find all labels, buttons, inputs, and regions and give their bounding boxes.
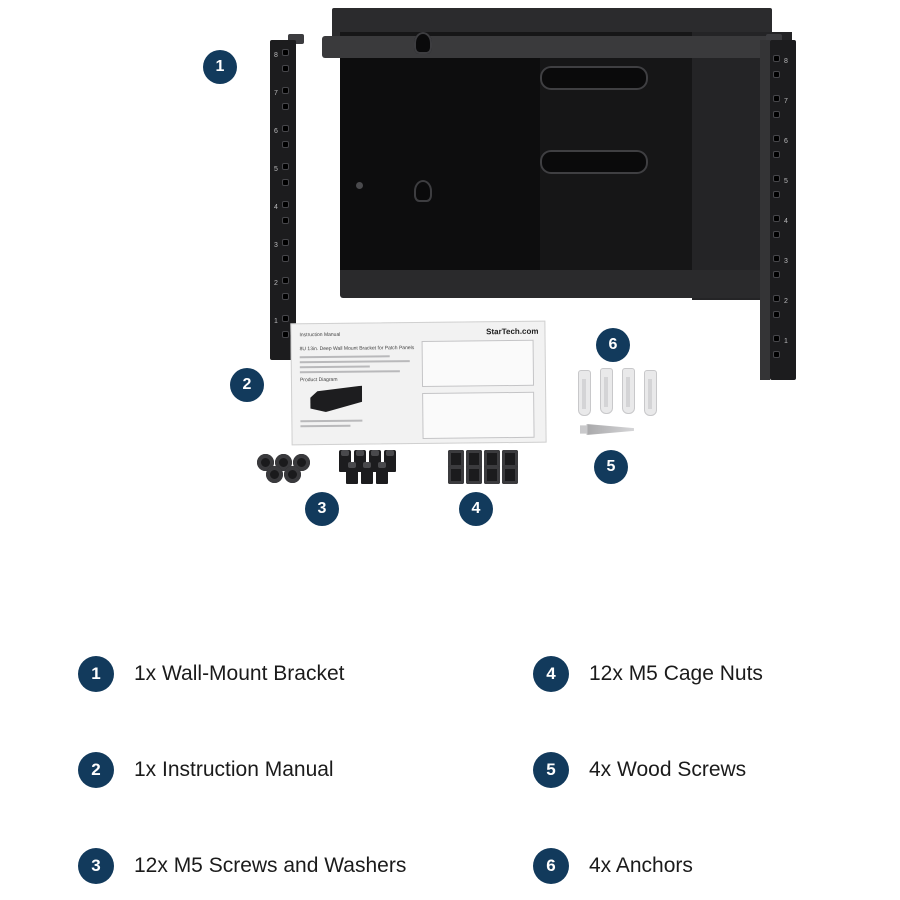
legend-item-3 [78,848,406,884]
rail-hole [774,272,779,277]
legend-item-5 [533,752,746,788]
rail-hole [283,104,288,109]
callout-badge-3: 3 [305,492,339,526]
rail-hole [774,232,779,237]
cage-nut [448,466,464,484]
manual-text-line [300,420,362,423]
callout-badge-5: 5 [594,450,628,484]
legend-label-1: 1x Wall-Mount Bracket [134,662,345,685]
rail-marking-left: 7 [274,90,278,97]
rail-hole [283,142,288,147]
manual-text-line [300,425,350,428]
rail-marking-left: 1 [274,318,278,325]
rail-hole [283,218,288,223]
rail-marking-left: 2 [274,280,278,287]
rail-hole [283,316,288,321]
bracket-cable-slot-upper [540,66,648,90]
manual-subheading: 8U 13in. Deep Wall Mount Bracket for Patch Panels [299,345,415,353]
rail-hole [283,332,288,337]
m5-screws-and-washers [255,448,395,484]
instruction-manual [290,321,546,446]
manual-figure-box [422,392,534,439]
bracket-inner-face [340,44,540,278]
callout-badge-6: 6 [596,328,630,362]
rail-marking-right: 5 [784,178,788,185]
bracket-bottom-lip [340,270,792,298]
cage-nut [502,466,518,484]
rail-hole [774,336,779,341]
rail-hole [283,66,288,71]
rail-hole [283,50,288,55]
rail-hole [774,176,779,181]
rail-marking-left: 4 [274,204,278,211]
legend-badge-5: 5 [533,752,569,788]
legend-label-6: 4x Anchors [589,854,693,877]
rail-hole [774,216,779,221]
cage-nut [484,466,500,484]
manual-text-line [300,355,390,358]
wall-anchor [600,368,613,414]
rail-hole [774,112,779,117]
legend-badge-6: 6 [533,848,569,884]
wall-anchor [644,370,657,416]
legend-label-5: 4x Wood Screws [589,758,747,781]
m5-washer [284,466,301,483]
m5-cage-nuts [448,450,528,484]
bracket-mounting-rail-left [270,40,296,360]
rail-hole [774,192,779,197]
rail-hole [283,180,288,185]
rail-marking-right: 3 [784,258,788,265]
rail-marking-right: 7 [784,98,788,105]
rail-hole [774,312,779,317]
legend-item-6 [533,848,693,884]
legend-badge-1: 1 [78,656,114,692]
rail-hole [774,72,779,77]
legend-label-3: 12x M5 Screws and Washers [134,854,407,877]
rail-hole [774,296,779,301]
manual-text-line [300,360,410,363]
callout-badge-2: 2 [230,368,264,402]
legend-label-4: 12x M5 Cage Nuts [589,662,763,685]
cage-nut [466,466,482,484]
wood-screws [580,424,640,440]
manual-figure-box [422,340,534,387]
bracket-mounting-rail-right [770,40,796,380]
rail-hole [283,164,288,169]
legend-item-1 [78,656,344,692]
rail-hole [283,240,288,245]
legend-item-2 [78,752,334,788]
manual-text-line [300,370,400,373]
legend-badge-3: 3 [78,848,114,884]
wall-anchor [578,370,591,416]
rail-hole [774,152,779,157]
wood-screw [580,424,634,435]
bracket-keyhole-lower [414,180,432,202]
bracket-rail-edge-right [760,40,770,380]
rail-marking-left: 6 [274,128,278,135]
bracket-top-rail [322,36,777,58]
rail-hole [774,352,779,357]
rail-marking-right: 4 [784,218,788,225]
manual-brand: StarTech.com [486,326,539,337]
rail-marking-right: 2 [784,298,788,305]
rail-marking-left: 3 [274,242,278,249]
manual-text-line [300,366,370,369]
rail-hole [283,294,288,299]
rail-hole [774,56,779,61]
manual-heading: Instruction Manual [299,331,341,339]
m5-screw [361,462,373,484]
bracket-keyhole-upper [414,32,432,54]
wall-anchor [622,368,635,414]
rail-marking-left: 5 [274,166,278,173]
bracket-cable-slot-lower [540,150,648,174]
legend-badge-4: 4 [533,656,569,692]
rail-marking-right: 8 [784,58,788,65]
bracket-screw-head [356,182,363,189]
rail-hole [774,96,779,101]
manual-product-diagram [310,386,362,413]
callout-badge-1: 1 [203,50,237,84]
rail-marking-right: 6 [784,138,788,145]
m5-screw [346,462,358,484]
rail-hole [283,126,288,131]
rail-marking-right: 1 [784,338,788,345]
manual-section-label: Product Diagram [299,376,338,384]
rail-marking-left: 8 [274,52,278,59]
rail-hole [283,202,288,207]
rail-hole [283,256,288,261]
legend-badge-2: 2 [78,752,114,788]
rail-hole [774,136,779,141]
anchors [578,368,662,418]
rail-hole [283,88,288,93]
rail-hole [774,256,779,261]
m5-washer [266,466,283,483]
legend-label-2: 1x Instruction Manual [134,758,334,781]
callout-badge-4: 4 [459,492,493,526]
legend-item-4 [533,656,763,692]
rail-hole [283,278,288,283]
legend [0,628,900,900]
m5-screw [376,462,388,484]
